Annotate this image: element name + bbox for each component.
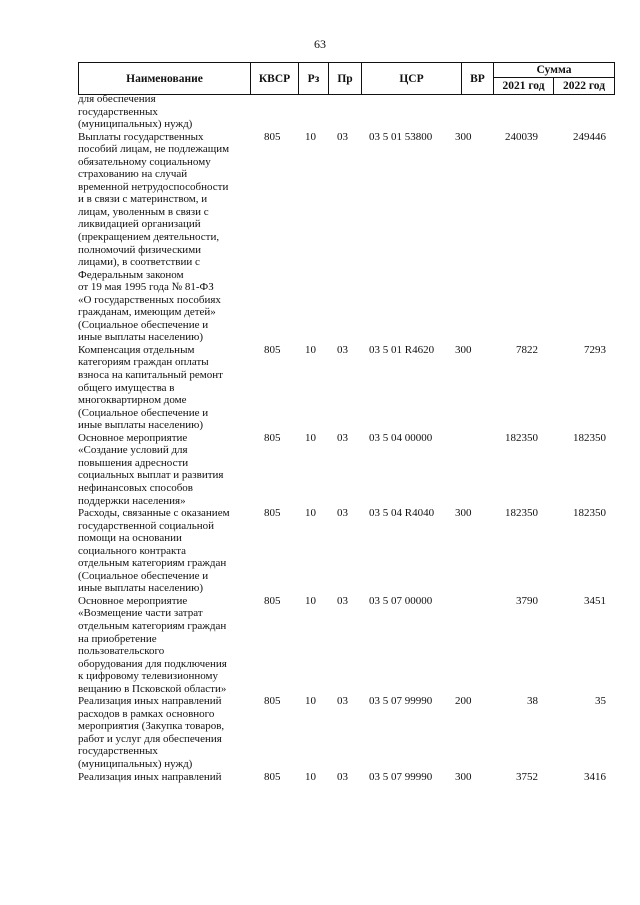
row-pr: 03	[337, 695, 348, 708]
header-kvsr: КВСР	[251, 63, 299, 94]
row-csr: 03 5 07 99990	[369, 695, 433, 708]
row-vr: 300	[455, 507, 472, 520]
header-year-2021: 2021 год	[494, 78, 554, 94]
header-vr: ВР	[462, 63, 494, 94]
header-year-2022: 2022 год	[554, 78, 615, 94]
row-kvsr: 805	[264, 770, 281, 783]
header-rz: Рз	[299, 63, 329, 94]
row-sum-2022: 35	[595, 695, 606, 708]
row-pr: 03	[337, 343, 348, 356]
row-sum-2022: 182350	[573, 431, 606, 444]
row-rz: 10	[305, 130, 316, 143]
row-rz: 10	[305, 431, 316, 444]
table-row	[78, 771, 615, 784]
row-sum-2021: 7822	[516, 343, 538, 356]
table-row	[78, 695, 615, 770]
row-name: для обеспечения государственных (муниципальных) нужд)	[78, 93, 193, 131]
table-row	[78, 507, 615, 595]
row-vr: 300	[455, 343, 472, 356]
table-row	[78, 93, 615, 131]
row-csr: 03 5 01 53800	[369, 130, 433, 143]
row-vr: 300	[455, 130, 472, 143]
header-sum: Сумма	[494, 63, 615, 78]
row-rz: 10	[305, 594, 316, 607]
row-kvsr: 805	[264, 130, 281, 143]
row-kvsr: 805	[264, 431, 281, 444]
table-row	[78, 432, 615, 507]
header-name: Наименование	[78, 63, 251, 94]
row-csr: 03 5 07 00000	[369, 594, 433, 607]
row-kvsr: 805	[264, 507, 281, 520]
row-rz: 10	[305, 343, 316, 356]
row-name: Основное мероприятие «Создание условий для повышения адресности социальных выплат и развития нефинансовых способов поддержки населения»	[78, 431, 224, 507]
row-sum-2022: 249446	[573, 130, 606, 143]
row-name: Компенсация отдельным категориям граждан оплаты взноса на капитальный ремонт общего имущества в многоквартирном доме (Социальное обеспечение и иные выплаты населению)	[78, 343, 223, 432]
row-kvsr: 805	[264, 343, 281, 356]
row-rz: 10	[305, 507, 316, 520]
row-rz: 10	[305, 770, 316, 783]
row-sum-2022: 7293	[584, 343, 606, 356]
page-number: 63	[314, 37, 326, 51]
table-row	[78, 595, 615, 695]
table-row	[78, 131, 615, 344]
row-name: Реализация иных направлений расходов в рамках основного мероприятия (Закупка товаров, работ и услуг для обеспечения государственных (муниципальных) нужд)	[78, 695, 225, 770]
row-name: Выплаты государственных пособий лицам, не подлежащим обязательному социальному страхованию на случай временной нетрудоспособности и в связи с материнством, и лицам, уволенным в связи с ликвидацией организаций (прекращением деятельности, полномочий физическими лицами), в соответствии с Федеральным законом от 19 мая 1995 года № 81-ФЗ «О государственных пособиях гражданам, имеющим детей» (Социальное обеспечение и иные выплаты населению)	[78, 130, 230, 344]
row-sum-2021: 3752	[516, 770, 538, 783]
row-sum-2022: 3416	[584, 770, 606, 783]
row-csr: 03 5 01 R4620	[369, 343, 435, 356]
row-vr: 200	[455, 695, 472, 708]
row-csr: 03 5 04 R4040	[369, 507, 435, 520]
row-name: Основное мероприятие «Возмещение части затрат отдельным категориям граждан на приобретение пользовательского оборудования для подключения к цифровому телевизионному вещанию в Псковской области»	[78, 594, 227, 695]
table-body	[78, 93, 615, 783]
row-pr: 03	[337, 507, 348, 520]
row-name: Расходы, связанные с оказанием государственной социальной помощи на основании социального контракта отдельным категориям граждан (Социальное обеспечение и иные выплаты населению)	[78, 507, 230, 595]
row-pr: 03	[337, 130, 348, 143]
table-header	[78, 62, 615, 95]
row-rz: 10	[305, 695, 316, 708]
row-pr: 03	[337, 594, 348, 607]
row-sum-2021: 182350	[505, 431, 538, 444]
row-pr: 03	[337, 770, 348, 783]
row-sum-2021: 182350	[505, 507, 538, 520]
row-pr: 03	[337, 431, 348, 444]
table-row	[78, 344, 615, 432]
row-kvsr: 805	[264, 594, 281, 607]
row-csr: 03 5 04 00000	[369, 431, 433, 444]
header-csr: ЦСР	[362, 63, 462, 94]
row-sum-2021: 38	[527, 695, 538, 708]
row-kvsr: 805	[264, 695, 281, 708]
header-pr: Пр	[329, 63, 362, 94]
row-vr: 300	[455, 770, 472, 783]
row-sum-2021: 240039	[505, 130, 538, 143]
row-name: Реализация иных направлений	[78, 770, 222, 783]
row-sum-2021: 3790	[516, 594, 538, 607]
row-sum-2022: 182350	[573, 507, 606, 520]
row-sum-2022: 3451	[584, 594, 606, 607]
row-csr: 03 5 07 99990	[369, 770, 433, 783]
